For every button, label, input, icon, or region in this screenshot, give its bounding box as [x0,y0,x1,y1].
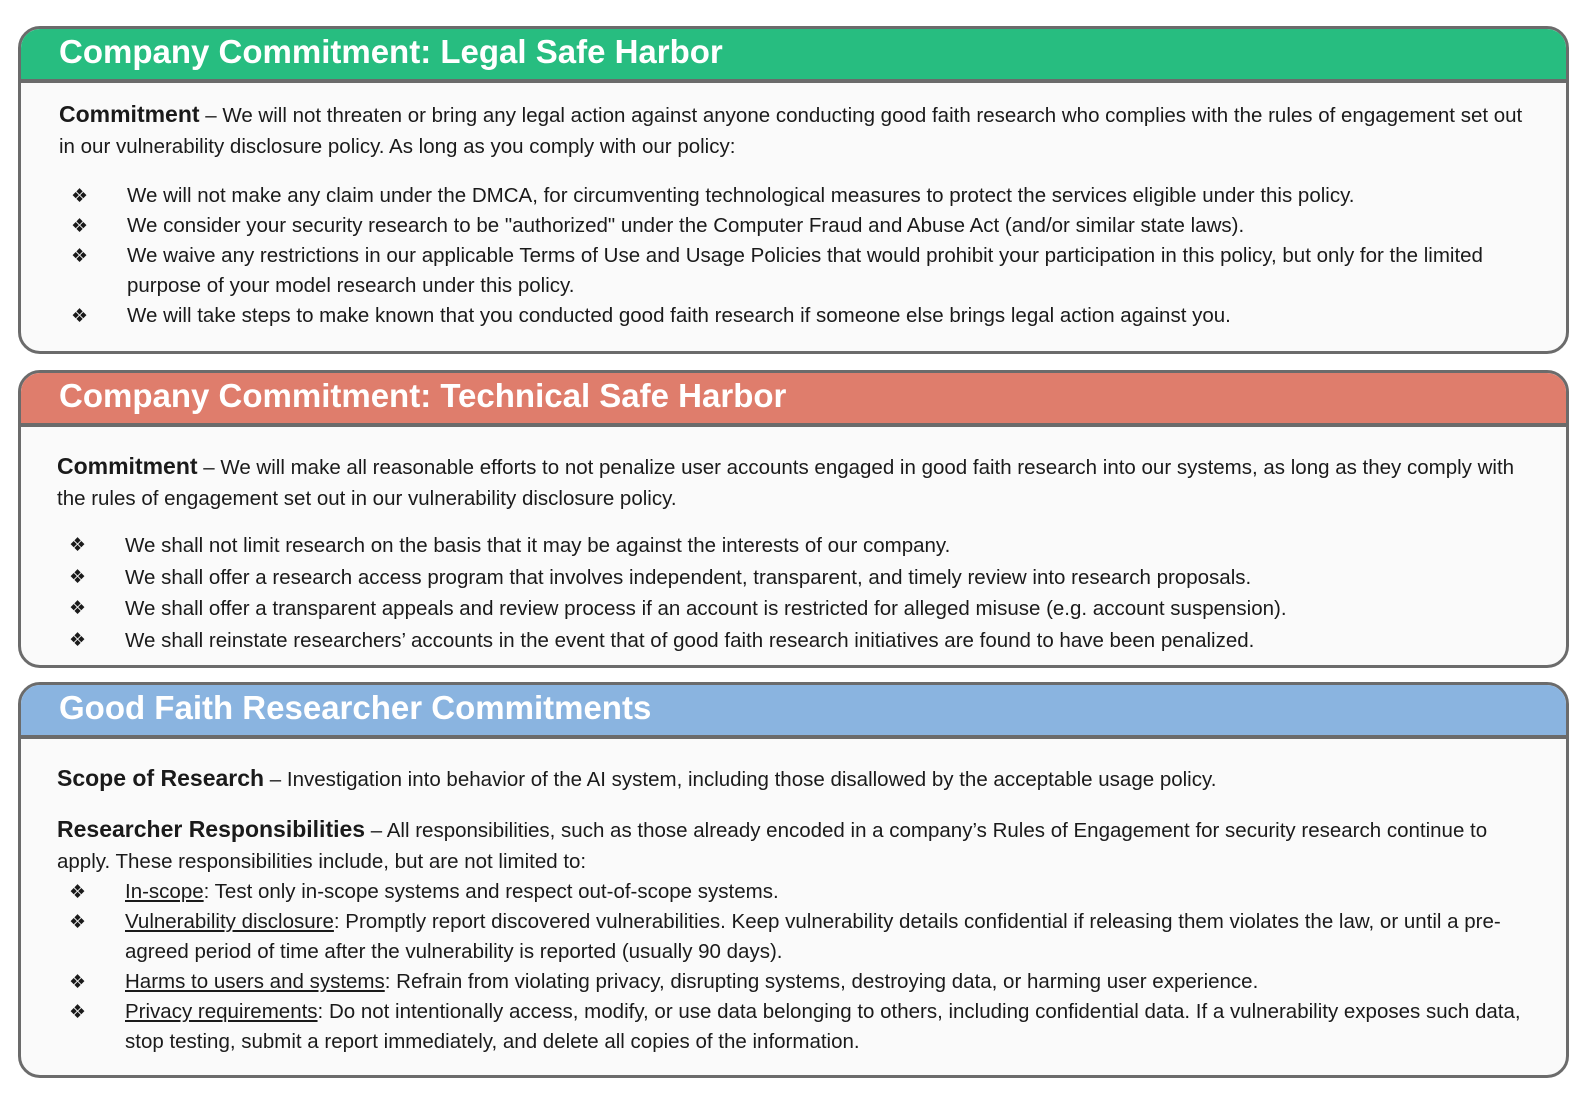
responsibility-text: : Promptly report discovered vulnerabilities. Keep vulnerability details confidential if releasing them violates the law, or until a pre-agreed period of time after the vulnerability is reported (usually 90 days). [125,910,1501,963]
list-item-text: We shall offer a transparent appeals and review process if an account is restricted for alleged misuse (e.g. account suspension). [125,597,1287,620]
responsibility-text: : Do not intentionally access, modify, or use data belonging to others, including confidential data. If a vulnerability exposes such data, stop testing, submit a report immediately, and delete all copies of the information. [125,1000,1521,1053]
list-item [59,241,1536,301]
legal-commitment-paragraph [59,99,1536,162]
list-item [57,907,1536,967]
researcher-commitments-card [18,682,1569,1078]
researcher-responsibilities-lead: Researcher Responsibilities [57,816,366,842]
list-item [57,562,1536,594]
scope-of-research-lead: Scope of Research [57,765,265,791]
legal-commitment-lead: Commitment [59,101,200,127]
list-item [59,301,1536,331]
diamond-bullet-icon: ❖ [69,565,87,588]
researcher-responsibilities-paragraph [57,814,1536,877]
diamond-bullet-icon: ❖ [71,185,89,207]
responsibility-term: Vulnerability disclosure [125,910,334,933]
list-item-text: We waive any restrictions in our applicable Terms of Use and Usage Policies that would prohibit your participation in this policy, but only for the limited purpose of your model research under this policy. [127,244,1483,297]
responsibility-text: : Test only in-scope systems and respect out-of-scope systems. [203,880,779,903]
diamond-bullet-icon: ❖ [71,245,89,267]
list-item [57,997,1536,1057]
diamond-bullet-icon: ❖ [71,215,89,237]
researcher-commitments-body [21,739,1566,1057]
technical-safe-harbor-title: Company Commitment: Technical Safe Harbor [21,373,1566,427]
diamond-bullet-icon: ❖ [71,305,89,327]
legal-commitment-text: – We will not threaten or bring any legal action against anyone conducting good faith research who complies with the rules of engagement set out in our vulnerability disclosure policy. As long as you comply with our policy: [59,104,1523,158]
list-item [57,877,1536,907]
technical-safe-harbor-card [18,370,1569,668]
responsibility-text: : Refrain from violating privacy, disrupting systems, destroying data, or harming user experience. [384,970,1259,993]
researcher-commitments-title: Good Faith Researcher Commitments [21,685,1566,739]
list-item-text: We shall offer a research access program that involves independent, transparent, and timely review into research proposals. [125,565,1252,589]
responsibilities-bullet-list [57,877,1536,1057]
list-item-text: We shall not limit research on the basis that it may be against the interests of our company. [125,534,951,557]
list-item [59,211,1536,241]
list-item-text: We shall reinstate researchers’ accounts in the event that of good faith research initiatives are found to have been penalized. [125,628,1255,652]
diamond-bullet-icon: ❖ [69,534,87,556]
legal-safe-harbor-title: Company Commitment: Legal Safe Harbor [21,29,1566,83]
technical-bullet-list [57,530,1536,656]
diamond-bullet-icon: ❖ [69,881,87,903]
list-item-text: We consider your security research to be "authorized" under the Computer Fraud and Abuse Act (and/or similar state laws). [127,214,1245,237]
diamond-bullet-icon: ❖ [69,628,87,651]
list-item [57,967,1536,997]
list-item [59,181,1536,211]
list-item [57,625,1536,657]
diamond-bullet-icon: ❖ [69,911,87,933]
technical-commitment-text: – We will make all reasonable efforts to not penalize user accounts engaged in good faith research into our systems, as long as they comply with the rules of engagement set out in our vulnerability disclosure policy. [57,456,1515,510]
legal-bullet-list [59,181,1536,331]
legal-safe-harbor-body [21,83,1566,331]
diamond-bullet-icon: ❖ [69,1001,87,1023]
scope-of-research-text: – Investigation into behavior of the AI system, including those disallowed by the acceptable usage policy. [264,768,1217,791]
scope-of-research-paragraph [57,763,1536,795]
researcher-responsibilities-text: – All responsibilities, such as those already encoded in a company’s Rules of Engagement for security research continue to apply. These responsibilities include, but are not limited to: [57,819,1488,873]
list-item-text: We will not make any claim under the DMCA, for circumventing technological measures to protect the services eligible under this policy. [127,184,1355,207]
technical-safe-harbor-body [21,427,1566,656]
list-item [57,530,1536,562]
technical-commitment-paragraph [57,451,1536,514]
list-item [57,593,1536,625]
diamond-bullet-icon: ❖ [69,597,87,619]
list-item-text: We will take steps to make known that you conducted good faith research if someone else brings legal action against you. [127,304,1231,327]
diamond-bullet-icon: ❖ [69,971,87,993]
legal-safe-harbor-card [18,26,1569,354]
responsibility-term: In-scope [125,880,204,903]
responsibility-term: Harms to users and systems [125,970,385,993]
technical-commitment-lead: Commitment [57,453,198,479]
responsibility-term: Privacy requirements [125,1000,318,1023]
